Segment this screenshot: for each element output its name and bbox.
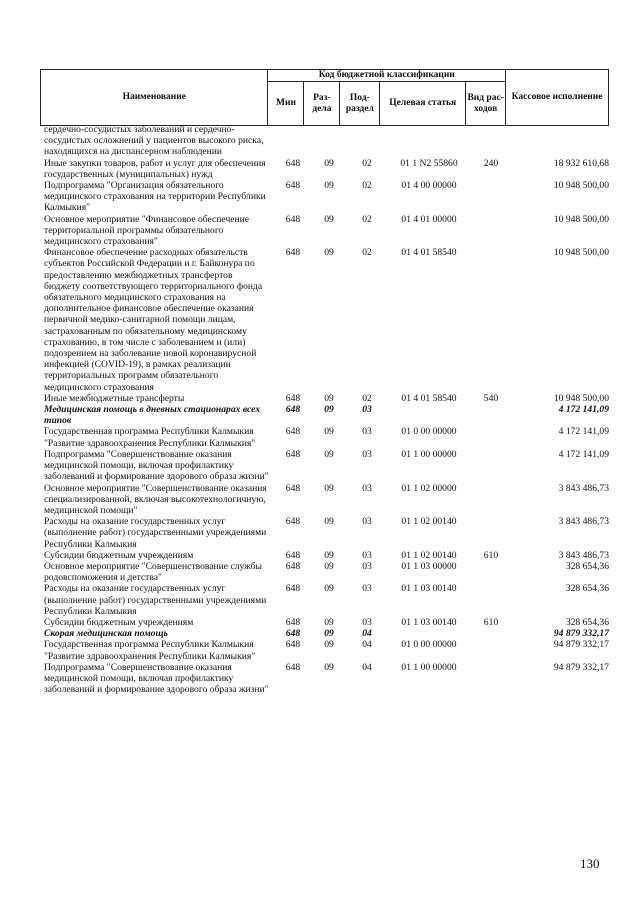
row-subsection: 03 [362,426,372,438]
row-section: 09 [324,661,334,673]
row-subsection: 02 [362,180,372,192]
row-section: 09 [324,180,334,192]
row-target: 01 4 00 00000 [401,180,457,192]
header-amount: Кассовое исполнение [506,70,609,126]
row-target: 01 1 02 00000 [401,482,457,494]
table-row [44,426,609,448]
row-subsection: 02 [362,213,372,225]
row-section: 09 [324,157,334,169]
row-type: 610 [483,616,499,628]
row-name: Подпрограмма "Организация обязательного медицинского страхования на территории Республики Калмыкия" [44,180,266,214]
row-name: Финансовое обеспечение расходных обязательств субъектов Российской Федерации и г. Байконура по предоставлению межбюджетных трансфертов бюджету соответствующего территориального фонда обязательного медицинского страхования на дополнительное финансовое обеспечение оказания первичной медико-санитарной помощи лицам, застрахованным по обязательному медицинскому страхованию, в том числе с заболеванием и (или) подозрением на заболевание новой коронавирусной инфекцией (COVID-19), в рамках реализации территориальных программ обязательного медицинского страхования [44,247,263,393]
row-target: 01 1 00 00000 [401,661,457,673]
row-min: 648 [285,616,301,628]
row-min: 648 [285,549,301,561]
row-subsection: 03 [362,516,372,528]
table-row [44,483,609,517]
row-amount: 10 948 500,00 [553,247,609,259]
row-amount: 328 654,36 [565,616,609,628]
row-subsection: 04 [362,661,372,673]
row-subsection: 02 [362,392,372,404]
header-section: Раз-дела [304,82,340,126]
row-name: Иные закупки товаров, работ и услуг для обеспечения государственных (муниципальных) нужд [44,157,266,180]
row-amount: 18 932 610,68 [553,157,609,169]
row-subsection: 03 [362,560,372,572]
row-min: 648 [285,426,301,438]
row-name: Государственная программа Республики Калмыкия "Развитие здравоохранения Республики Калмыкия" [44,639,256,662]
row-min: 648 [285,482,301,494]
row-min: 648 [285,448,301,460]
row-subsection: 03 [362,583,372,595]
table-row [44,158,609,180]
row-min: 648 [285,392,301,404]
table-row [44,561,609,583]
table-row [44,516,609,550]
header-target: Целевая статья [380,82,466,126]
row-section: 09 [324,247,334,259]
table-row [44,662,609,696]
row-section: 09 [324,213,334,225]
row-subsection: 03 [362,482,372,494]
row-amount: 3 843 486,73 [558,549,609,561]
row-name: Основное мероприятие "Совершенствование оказания специализированной, включая высокотехнологичную, медицинской помощи" [44,482,267,516]
row-name: Расходы на оказание государственных услуг (выполнение работ) государственными учреждениями Республики Калмыкия [44,583,267,617]
row-amount: 10 948 500,00 [553,180,609,192]
row-min: 648 [285,516,301,528]
row-min: 648 [285,639,301,651]
row-subsection: 02 [362,157,372,169]
row-min: 648 [285,583,301,595]
row-target: 01 0 00 00000 [401,639,457,651]
row-subsection: 04 [362,639,372,651]
row-amount: 4 172 141,09 [558,448,609,460]
row-min: 648 [285,661,301,673]
row-min: 648 [285,247,301,259]
row-amount: 4 172 141,09 [558,426,609,438]
row-section: 09 [324,549,334,561]
row-target: 01 4 01 00000 [401,213,457,225]
row-type: 540 [483,392,499,404]
header-subsection: Под-раздел [340,82,380,126]
table-row [44,639,609,661]
row-name: Субсидии бюджетным учреждениям [44,616,194,628]
row-name: Подпрограмма "Совершенствование оказания медицинской помощи, включая профилактику заболеваний и формирование здорового образа жизни" [44,448,269,483]
row-target: 01 1 02 00140 [401,516,457,528]
row-name: Иные межбюджетные трансферты [44,392,185,404]
row-subsection: 04 [362,628,372,640]
table-row [44,404,609,426]
row-amount: 4 172 141,09 [558,404,609,416]
table-row [44,617,609,628]
row-amount: 10 948 500,00 [553,213,609,225]
table-row [44,214,609,248]
row-target: 01 1 03 00000 [401,560,457,572]
row-amount: 328 654,36 [565,583,609,595]
row-target: 01 1 03 00140 [401,583,457,595]
row-target: 01 4 01 58540 [401,392,457,404]
row-name: Субсидии бюджетным учреждениям [44,549,194,561]
row-section: 09 [324,628,334,640]
row-type: 240 [483,157,499,169]
row-subsection: 02 [362,247,372,259]
row-min: 648 [285,213,301,225]
row-name: сердечно-сосудистых заболеваний и сердечно-сосудистых осложнений у пациентов высокого риска, находящихся на диспансерном наблюдении [44,124,264,158]
table-row [44,628,609,639]
table-row [44,180,609,214]
row-section: 09 [324,616,334,628]
row-min: 648 [285,157,301,169]
row-name: Основное мероприятие "Финансовое обеспечение территориальной программы обязательного медицинского страхования" [44,213,250,248]
header-type: Вид рас-ходов [466,82,506,126]
header-min: Мин [268,82,304,126]
row-min: 648 [285,180,301,192]
row-target: 01 1 00 00000 [401,448,457,460]
row-name: Основное мероприятие "Совершенствование службы родовспоможения и детства" [44,560,262,584]
row-min: 648 [285,560,301,572]
row-subsection: 03 [362,448,372,460]
row-section: 09 [324,426,334,438]
row-amount: 3 843 486,73 [558,482,609,494]
row-target: 01 4 01 58540 [401,247,457,259]
row-section: 09 [324,583,334,595]
row-section: 09 [324,482,334,494]
row-name: Медицинская помощь в дневных стационарах всех типов [44,404,261,427]
row-min: 648 [285,404,301,416]
row-section: 09 [324,639,334,651]
row-name: Скорая медицинская помощь [44,628,168,640]
table-row [44,550,609,561]
row-name: Государственная программа Республики Калмыкия "Развитие здравоохранения Республики Калмыкия" [44,426,256,449]
row-type: 610 [483,549,499,561]
row-amount: 94 879 332,17 [553,661,609,673]
row-target: 01 1 02 00140 [401,549,457,561]
row-section: 09 [324,404,334,416]
table-row [44,393,609,404]
table-row [44,449,609,483]
row-name: Расходы на оказание государственных услуг (выполнение работ) государственными учреждениями Республики Калмыкия [44,516,267,550]
row-name: Подпрограмма "Совершенствование оказания медицинской помощи, включая профилактику заболеваний и формирование здорового образа жизни" [44,661,269,696]
row-section: 09 [324,392,334,404]
row-amount: 94 879 332,17 [553,628,609,640]
row-amount: 10 948 500,00 [553,392,609,404]
row-min: 648 [285,628,301,640]
header-name: Наименование [41,70,268,126]
row-section: 09 [324,560,334,572]
row-target: 01 1 03 00140 [401,616,457,628]
page-number: 130 [580,856,600,871]
row-subsection: 03 [362,549,372,561]
row-section: 09 [324,448,334,460]
table-row [44,247,609,393]
row-amount: 94 879 332,17 [553,639,609,651]
table-row [44,124,609,158]
row-target: 01 0 00 00000 [401,426,457,438]
table-header [40,69,609,126]
row-section: 09 [324,516,334,528]
row-subsection: 03 [362,404,372,416]
row-target: 01 1 N2 55860 [400,157,458,169]
table-row [44,583,609,617]
header-code-group: Код бюджетной классификации [268,70,506,82]
table-body [44,124,609,695]
row-amount: 328 654,36 [565,560,609,572]
row-amount: 3 843 486,73 [558,516,609,528]
row-subsection: 03 [362,616,372,628]
